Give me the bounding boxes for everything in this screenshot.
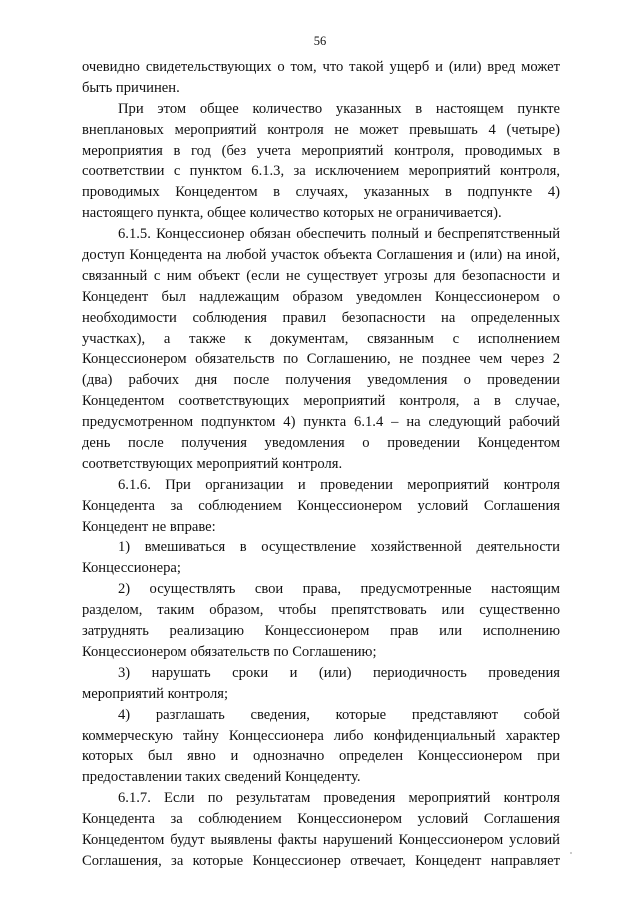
text-line: доступ Концедента на любой участок объекта Соглашения и (или) на иной, <box>82 247 560 264</box>
text-line: связанный с ним объект (если не существует угрозы для безопасности и <box>82 267 560 284</box>
text-line: мероприятия в год (без учета мероприятий контроля, проводимых в <box>82 142 560 159</box>
text-line: соответствующих мероприятий контроля. <box>82 455 343 472</box>
document-body <box>82 57 560 872</box>
text-line: Концедента за соблюдением Концессионером условий Соглашения <box>82 497 560 514</box>
text-line: 3) нарушать сроки и (или) периодичность проведения <box>118 664 560 681</box>
text-line: Концедентом соответствующих мероприятий контроля, а в случае, <box>82 393 560 410</box>
text-line: проводимых Концедентом в случаях, указанных в подпункте 4) <box>82 184 560 201</box>
scan-mark <box>570 852 572 854</box>
text-line: быть причинен. <box>82 79 180 96</box>
text-line: Концедента за соблюдением Концессионером условий Соглашения <box>82 811 560 828</box>
text-line: день после получения уведомления о проведении Концедентом <box>82 435 560 452</box>
text-line: Концедент не вправе: <box>82 518 216 535</box>
text-line: При этом общее количество указанных в настоящем пункте <box>118 100 560 117</box>
text-line: очевидно свидетельствующих о том, что такой ущерб и (или) вред может <box>82 59 560 75</box>
text-line: участках), а также к документам, связанным с исполнением <box>82 330 560 347</box>
text-line: коммерческую тайну Концессионера либо конфиденциальный характер <box>82 727 560 744</box>
text-line: настоящего пункта, общее количество которых не ограничивается). <box>82 205 502 222</box>
text-line: 4) разглашать сведения, которые представляют собой <box>118 706 560 723</box>
text-line: затруднять реализацию Концессионером прав или исполнению <box>82 623 560 640</box>
text-line: Концессионером обязательств по Соглашению, не позднее чем через 2 <box>82 351 560 368</box>
text-line: 2) осуществлять свои права, предусмотренные настоящим <box>118 581 560 598</box>
text-line: Концедентом будут выявлены факты нарушений Концессионером условий <box>82 831 560 848</box>
text-line: (два) рабочих дня после получения уведомления о проведении <box>82 372 560 389</box>
text-line: разделом, таким образом, чтобы препятствовать или существенно <box>82 602 560 619</box>
page-number: 56 <box>313 34 327 48</box>
text-line: необходимости соблюдения правил безопасности на определенных <box>82 309 560 326</box>
text-line: соответствии с пунктом 6.1.3, за исключением мероприятий контроля, <box>82 163 560 180</box>
text-line: предоставлении таких сведений Концеденту. <box>82 769 361 786</box>
text-line: Соглашения, за которые Концессионер отвечает, Концедент направляет <box>82 852 560 869</box>
text-line: Концессионером обязательств по Соглашению; <box>82 643 377 660</box>
text-line: 6.1.5. Концессионер обязан обеспечить полный и беспрепятственный <box>118 226 560 243</box>
text-line: внеплановых мероприятий контроля не может превышать 4 (четыре) <box>82 121 560 138</box>
text-line: 6.1.6. При организации и проведении мероприятий контроля <box>118 476 560 493</box>
text-line: предусмотренном подпунктом 4) пункта 6.1.4 – на следующий рабочий <box>82 414 560 431</box>
text-line: Концессионера; <box>82 560 181 577</box>
text-line: 1) вмешиваться в осуществление хозяйственной деятельности <box>118 539 560 556</box>
text-line: Концедент был надлежащим образом уведомлен Концессионером о <box>82 288 560 305</box>
text-line: мероприятий контроля; <box>82 685 229 702</box>
text-line: 6.1.7. Если по результатам проведения мероприятий контроля <box>118 790 560 807</box>
text-line: которых был явно и однозначно определен Концессионером при <box>82 748 560 765</box>
